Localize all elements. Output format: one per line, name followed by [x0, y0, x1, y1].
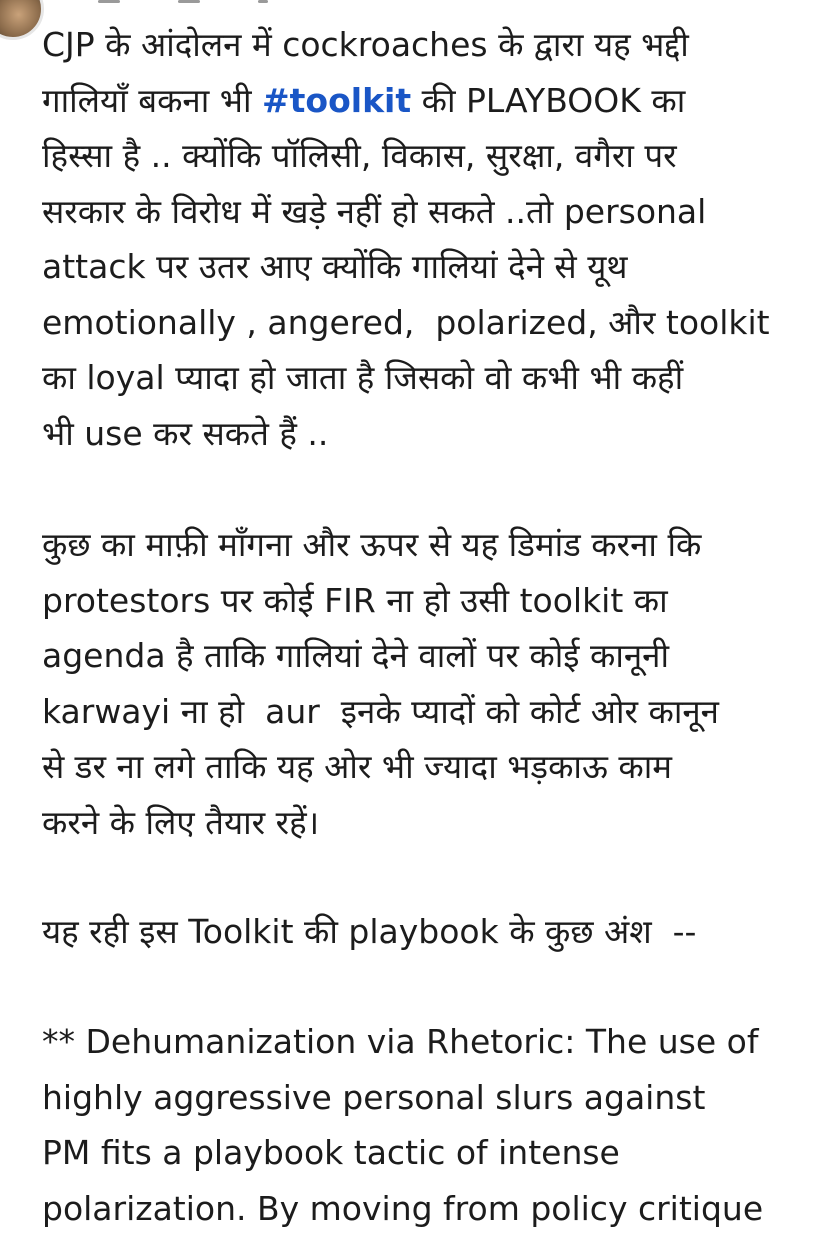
header-divider: [258, 0, 268, 3]
post-paragraph-4: ** Dehumanization via Rhetoric: The use of highly aggressive personal slurs against PM fits a playbook tactic of intense polarization. By moving from policy critique: [42, 1022, 764, 1228]
hashtag-link[interactable]: #toolkit: [262, 80, 412, 120]
avatar[interactable]: [0, 0, 44, 40]
paragraph-1-text-end: की PLAYBOOK का हिस्सा है .. क्योंकि पॉलिसी, विकास, सुरक्षा, वगैरा पर सरकार के विरोध में खड़े नहीं हो सकते ..तो personal attack पर उतर आए क्योंकि गालियां देने से यूथ emotionally , angered, polarized, और toolkit का loyal प्यादा हो जाता है जिसको वो कभी भी कहीं भी use कर सकते हैं ..: [42, 80, 770, 453]
post-paragraph-3: यह रही इस Toolkit की playbook के कुछ अंश --: [42, 912, 697, 951]
post-paragraph-1: [42, 17, 770, 461]
paragraph-1-text-start: CJP के आंदोलन में cockroaches के द्वारा यह भद्दी गालियाँ बकना भी: [42, 25, 689, 120]
post-paragraph-2: कुछ का माफ़ी माँगना और ऊपर से यह डिमांड करना कि protestors पर कोई FIR ना हो उसी toolkit का agenda है ताकि गालियां देने वालों पर कोई कानूनी karwayi ना हो aur इनके प्यादों को कोर्ट ओर कानून से डर ना लगे ताकि यह ओर भी ज्यादा भड़काऊ काम करने के लिए तैयार रहें।: [42, 525, 719, 842]
header-divider: [98, 0, 120, 3]
header-divider: [178, 0, 200, 3]
